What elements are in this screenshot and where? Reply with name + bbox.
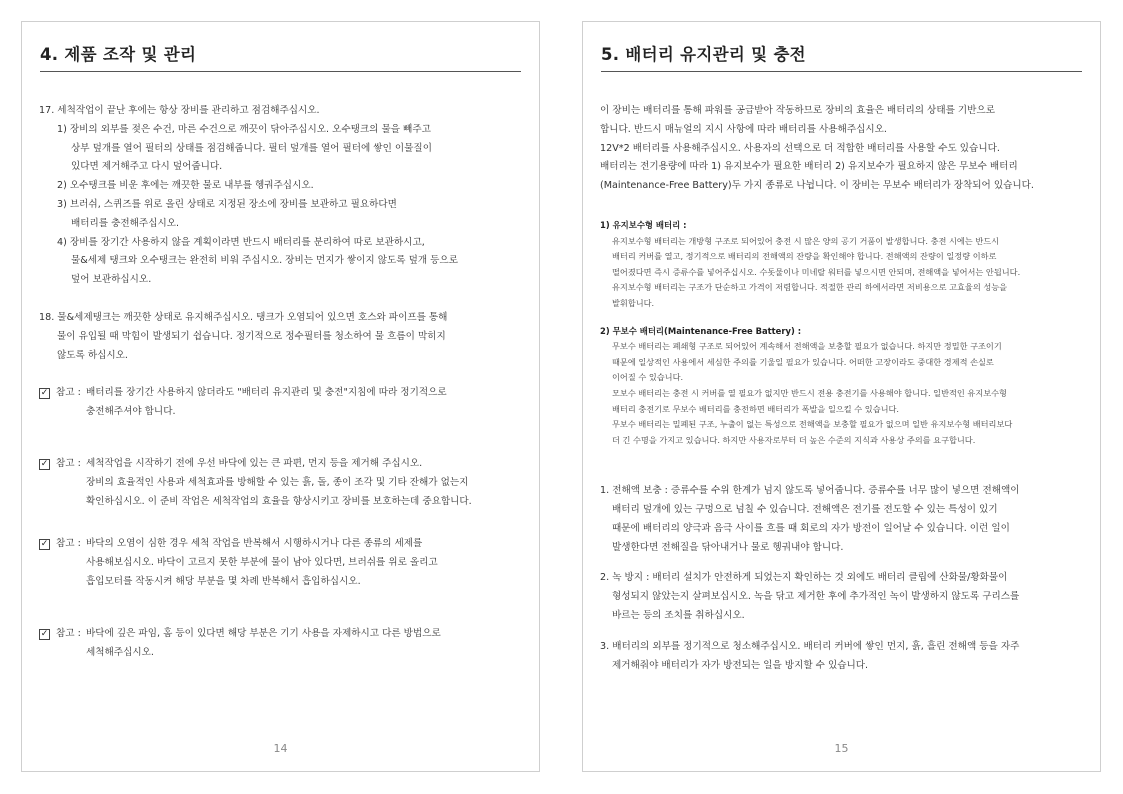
battery-type-1-line: 떨어졌다면 즉시 증류수를 넣어주십시오. 수돗물이나 미네랄 워터를 넣으시면 안되며, 전해액을 넣어서는 안됩니다. — [612, 266, 1021, 277]
note-2 — [39, 455, 523, 511]
item-17-sub-1-line: 있다면 제거해주고 다시 덮어줍니다. — [71, 161, 223, 173]
item-17-sub-4-line: 물&세제 탱크와 오수탱크는 완전히 비워 주십시오. 장비는 먼지가 쌓이지 않도록 덮개 등으로 — [71, 255, 458, 267]
maintenance-item-line: 3. 배터리의 외부를 정기적으로 청소해주십시오. 배터리 커버에 쌓인 먼지, 흙, 흘린 전해액 등을 자주 — [600, 640, 1020, 652]
page-number: 14 — [273, 742, 288, 755]
right-page-title: 5. 배터리 유지관리 및 충전 — [601, 41, 1082, 72]
note-line: 세척해주십시오. — [86, 646, 154, 658]
battery-type-2 — [600, 324, 1084, 449]
left-page-title: 4. 제품 조작 및 관리 — [40, 41, 521, 72]
battery-type-2-line: 배터리 충전기로 무보수 배터리를 충전하면 배터리가 폭발을 일으킬 수 있습니다. — [612, 403, 900, 414]
item-17-sub-3-line: 배터리를 충전해주십시오. — [71, 217, 180, 229]
note-label: 참고 : — [56, 387, 81, 399]
maintenance-item-line: 형성되지 않았는지 살펴보십시오. 녹을 닦고 제거한 후에 추가적인 녹이 발생하지 않도록 구리스를 — [612, 591, 1020, 603]
item-17 — [39, 102, 523, 290]
battery-type-1-line: 배터리 커버를 열고, 정기적으로 배터리의 전해액의 잔량을 확인해야 합니다. 전해액의 잔량이 일정량 이하로 — [612, 251, 997, 262]
note-label: 참고 : — [56, 538, 81, 550]
maintenance-item-line: 배터리 덮개에 있는 구멍으로 넘칠 수 있습니다. 전해액은 전기를 전도할 수 있는 특성이 있기 — [612, 504, 998, 516]
item-18 — [39, 309, 523, 365]
checkbox-icon: ✓ — [40, 388, 49, 399]
item-17-heading: 17. 세척작업이 끝난 후에는 항상 장비를 관리하고 점검해주십시오. — [39, 105, 320, 116]
item-17-sub-3-line: 3) 브러쉬, 스퀴즈를 위로 올린 상태로 지정된 장소에 장비를 보관하고 필요하다면 — [57, 198, 397, 210]
maintenance-item-line: 2. 녹 방지 : 배터리 설치가 안전하게 되었는지 확인하는 것 외에도 배터리 클립에 산화물/황화물이 — [600, 572, 1008, 584]
note-line: 충전해주셔야 합니다. — [86, 406, 176, 418]
maintenance-item-line: 제거해줘야 배터리가 자가 방전되는 일을 방지할 수 있습니다. — [612, 659, 869, 671]
note-line: 장비의 효율적인 사용과 세척효과를 방해할 수 있는 흙, 돌, 종이 조각 및 기타 잔해가 없는지 — [86, 476, 469, 488]
intro-line: 이 장비는 배터리를 통해 파워를 공급받아 작동하므로 장비의 효율은 배터리의 상태를 기반으로 — [600, 105, 995, 116]
note-line: 바닥의 오염이 심한 경우 세척 작업을 반복해서 시행하시거나 다른 종류의 세제를 — [86, 538, 423, 550]
page-number: 15 — [834, 742, 849, 755]
maintenance-item-2 — [600, 569, 1084, 625]
battery-type-2-heading: 2) 무보수 배터리(Maintenance-Free Battery) : — [600, 325, 802, 336]
battery-type-1-line: 유지보수형 배터리는 구조가 단순하고 가격이 저렴합니다. 적절한 관리 하에서라면 저비용으로 고효율의 성능을 — [612, 282, 1008, 293]
battery-type-1-line: 발휘합니다. — [612, 297, 655, 308]
note-line: 세척작업을 시작하기 전에 우선 바닥에 있는 큰 파편, 먼지 등을 제거해 주십시오. — [86, 457, 423, 469]
note-line: 흡입모터를 작동시켜 해당 부분을 몇 차례 반복해서 흡입하십시오. — [86, 575, 361, 587]
left-page-body — [39, 102, 523, 662]
battery-type-2-line: 모보수 배터리는 충전 시 커버를 열 필요가 없지만 반드시 전용 충전기를 사용해야 합니다. 일반적인 유지보수형 — [612, 387, 1007, 398]
battery-type-1 — [600, 218, 1084, 312]
note-1 — [39, 384, 523, 422]
battery-type-2-line: 더 긴 수명을 가지고 있습니다. 하지만 사용자로부터 더 높은 수준의 지식과 사용상 주의를 요구합니다. — [612, 434, 976, 445]
battery-type-2-line: 무보수 배터리는 밀폐된 구조, 누출이 없는 특성으로 전해액을 보충할 필요가 없으며 일반 유지보수형 배터리보다 — [612, 419, 1013, 430]
battery-type-2-line: 이어질 수 있습니다. — [612, 372, 684, 383]
battery-type-2-line: 무보수 배터리는 폐쇄형 구조로 되어있어 계속해서 전해액을 보충할 필요가 없습니다. 하지만 정밀한 구조이기 — [612, 341, 1002, 352]
note-line: 사용해보십시오. 바닥이 고르지 못한 부분에 물이 남아 있다면, 브러쉬를 위로 올리고 — [86, 557, 438, 569]
item-18-line: 않도록 하십시오. — [57, 349, 128, 361]
note-label: 참고 : — [56, 457, 81, 469]
maintenance-item-3 — [600, 638, 1084, 676]
note-line: 바닥에 깊은 파임, 홈 등이 있다면 해당 부분은 기기 사용을 자제하시고 다른 방법으로 — [86, 627, 441, 639]
item-18-line: 물이 유입될 때 막힘이 발생되기 쉽습니다. 정기적으로 정수필터를 청소하여 물 흐름이 막히지 — [57, 330, 446, 342]
item-17-sub-1-line: 상부 덮개를 열어 필터의 상태를 점검해줍니다. 필터 덮개를 열어 필터에 쌓인 이물질이 — [71, 142, 432, 154]
battery-type-1-line: 유지보수형 배터리는 개방형 구조로 되어있어 충전 시 많은 양의 공기 거품이 발생합니다. 충전 시에는 반드시 — [612, 235, 1000, 246]
note-label: 참고 : — [56, 627, 81, 639]
battery-type-2-line: 때문에 일상적인 사용에서 세심한 주의를 기울일 필요가 있습니다. 어떠한 고장이라도 중대한 경제적 손실로 — [612, 356, 994, 367]
item-17-sub-4-line: 덮어 보관하십시오. — [71, 274, 152, 286]
item-17-sub-1-line: 1) 장비의 외부를 젖은 수건, 마른 수건으로 깨끗이 닦아주십시오. 오수탱크의 물을 빼주고 — [57, 123, 431, 135]
intro — [600, 102, 1084, 196]
note-line: 확인하십시오. 이 준비 작업은 세척작업의 효율을 향상시키고 장비를 보호하는데 중요합니다. — [86, 495, 472, 507]
right-page — [582, 21, 1101, 772]
maintenance-item-line: 발생한다면 전해질을 닦아내거나 물로 헹궈내야 합니다. — [612, 541, 844, 553]
item-17-sub-4-line: 4) 장비를 장기간 사용하지 않을 계획이라면 반드시 배터리를 분리하여 따로 보관하시고, — [57, 236, 425, 248]
note-line: 배터리를 장기간 사용하지 않더라도 "배터리 유지관리 및 충전"지침에 따라 정기적으로 — [86, 387, 447, 399]
right-page-body — [600, 102, 1084, 675]
intro-line: 합니다. 반드시 매뉴얼의 지시 사항에 따라 배터리를 사용해주십시오. — [600, 123, 887, 135]
maintenance-item-line: 1. 전해액 보충 : 증류수를 수위 한계가 넘지 않도록 넣어줍니다. 증류수를 너무 많이 넣으면 전해액이 — [600, 485, 1020, 497]
left-page — [21, 21, 540, 772]
intro-line: 12V*2 배터리를 사용해주십시오. 사용자의 선택으로 더 적합한 배터리를 사용할 수도 있습니다. — [600, 142, 1000, 154]
item-18-line: 18. 물&세제탱크는 깨끗한 상태로 유지해주십시오. 탱크가 오염되어 있으면 호스와 파이프를 통해 — [39, 311, 448, 323]
intro-line: (Maintenance-Free Battery)두 가지 종류로 나뉩니다. 이 장비는 무보수 배터리가 장착되어 있습니다. — [600, 180, 1034, 192]
maintenance-item-1 — [600, 482, 1084, 557]
checkbox-icon: ✓ — [40, 458, 49, 469]
checkbox-icon: ✓ — [40, 539, 49, 550]
battery-type-1-heading: 1) 유지보수형 배터리 : — [600, 219, 687, 230]
maintenance-item-line: 바르는 등의 조치를 취하십시오. — [612, 610, 745, 622]
maintenance-item-line: 때문에 배터리의 양극과 음극 사이를 흐를 때 회로의 자가 방전이 일어날 수 있습니다. 이런 일이 — [612, 522, 1010, 534]
intro-line: 배터리는 전기용량에 따라 1) 유지보수가 필요한 배터리 2) 유지보수가 필요하지 않은 무보수 배터리 — [600, 161, 1018, 173]
note-4 — [39, 625, 523, 663]
item-17-sub-2-line: 2) 오수탱크를 비운 후에는 깨끗한 물로 내부를 헹궈주십시오. — [57, 180, 314, 192]
note-3 — [39, 535, 523, 591]
checkbox-icon: ✓ — [40, 628, 49, 639]
